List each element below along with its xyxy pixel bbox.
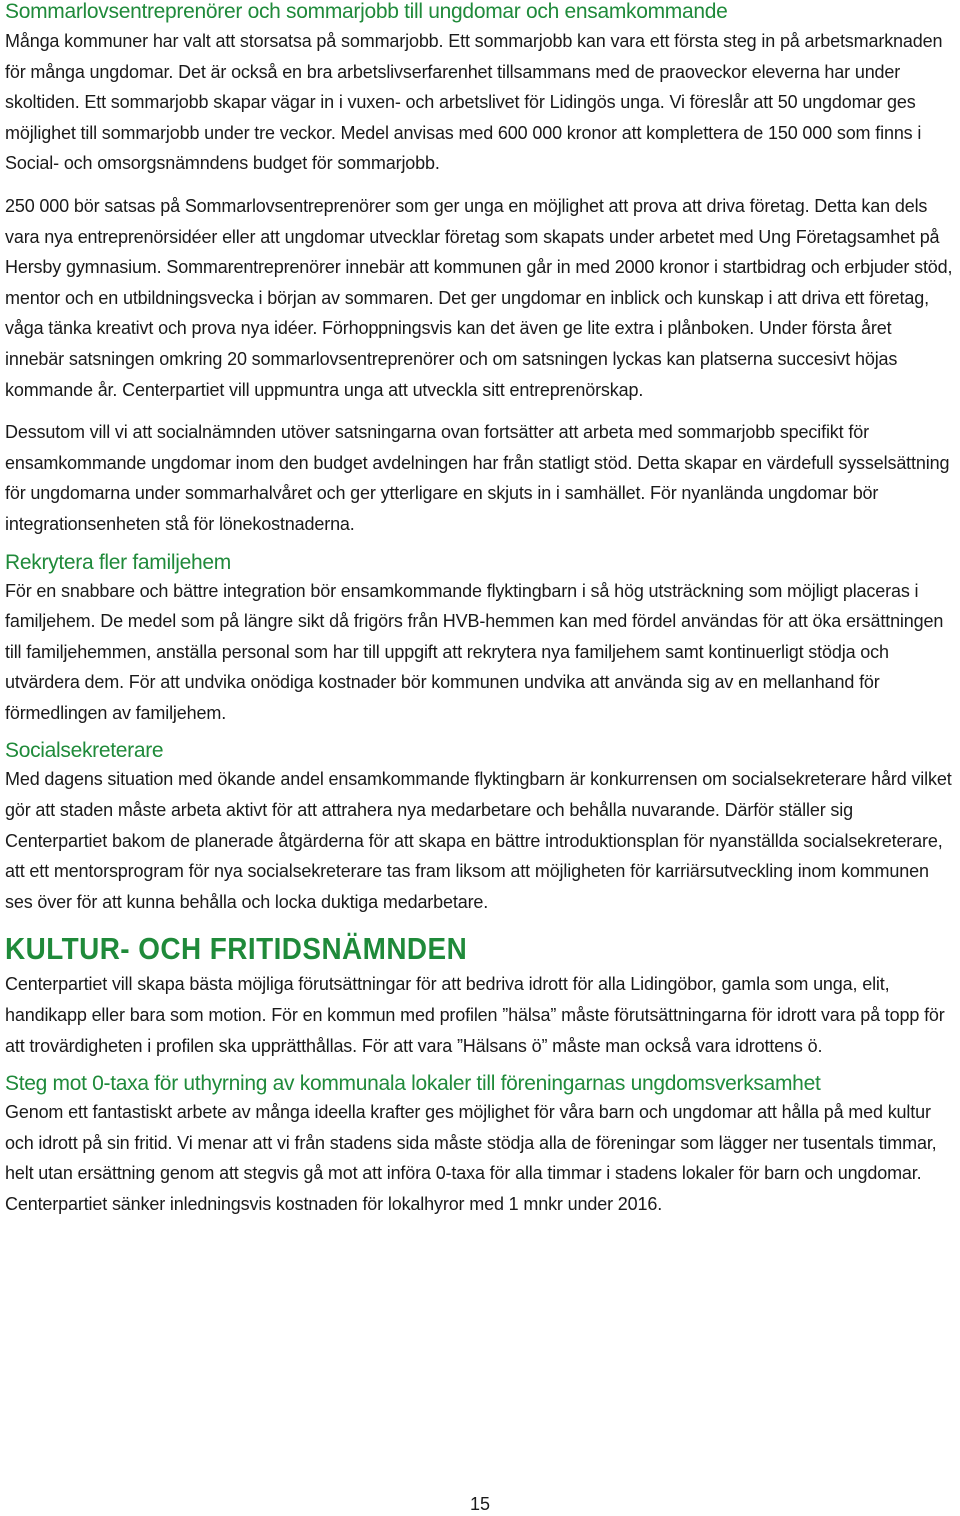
chapter-heading-kultur-fritid: KULTUR- OCH FRITIDSNÄMNDEN: [5, 931, 468, 967]
paragraph-sommarjobb-1: Många kommuner har valt att storsatsa på sommarjobb. Ett sommarjobb kan vara ett första steg in på arbetsmarknaden för många ungdomar. Det är också en bra arbetslivserfarenhet tillsammans med de praoveckor eleverna har under skoltiden. Ett sommarjobb skapar vägar in i vuxen- och arbetslivet för Lidingös unga. Vi föreslår att 50 ungdomar ges möjlighet till sommarjobb under tre veckor. Medel anvisas med 600 000 kronor att komplettera de 150 000 som finns i Social- och omsorgsnämndens budget för sommarjobb.: [5, 31, 943, 174]
document-page: [5, 0, 955, 1220]
page-number: 15: [469, 1494, 491, 1514]
paragraph-familjehem: För en snabbare och bättre integration bör ensamkommande flyktingbarn i så hög utsträckning som möjligt placeras i familjehem. De medel som på längre sikt då frigörs från HVB-hemmen kan med fördel användas för att öka ersättningen till familjehemmen, anställa personal som har till uppgift att rekrytera nya familjehem samt kontinuerligt stödja och utvärdera dem. För att undvika onödiga kostnader bör kommunen undvika att använda sig av en mellanhand för förmedlingen av familjehem.: [5, 580, 944, 723]
paragraph-kultur-fritid: Centerpartiet vill skapa bästa möjliga förutsättningar för att bedriva idrott för alla Lidingöbor, gamla som unga, elit, handikapp eller bara som motion. För en kommun med profilen ”hälsa” måste förutsättningarna för idrott vara på topp för att trovärdigheten i profilen ska upprätthållas. För att vara ”Hälsans ö” måste man också vara idrottens ö.: [5, 974, 945, 1056]
paragraph-socialsekreterare: Med dagens situation med ökande andel ensamkommande flyktingbarn är konkurrensen om socialsekreterare hård vilket gör att staden måste arbeta aktivt för att attrahera nya medarbetare och behålla nuvarande. Därför ställer sig Centerpartiet bakom de planerade åtgärderna för att skapa en bättre introduktionsplan för nyanställda socialsekreterare, att ett mentorsprogram för nya socialsekreterare tas fram liksom att möjligheten för karriärsutveckling inom kommunen ses över för att kunna behålla och locka duktiga medarbetare.: [5, 769, 952, 912]
paragraph-0-taxa: Genom ett fantastiskt arbete av många ideella krafter ges möjlighet för våra barn och ungdomar att hålla på med kultur och idrott på sin fritid. Vi menar att vi från stadens sida måste stödja alla de föreningar som lägger ner tusentals timmar, helt utan ersättning genom att stegvis gå mot att införa 0-taxa för alla timmar i stadens lokaler för barn och ungdomar. Centerpartiet sänker inledningsvis kostnaden för lokalhyror med 1 mnkr under 2016.: [5, 1102, 937, 1214]
section-heading-familjehem: Rekrytera fler familjehem: [5, 550, 231, 574]
section-heading-0-taxa: Steg mot 0-taxa för uthyrning av kommunala lokaler till föreningarnas ungdomsverksamhet: [5, 1072, 821, 1096]
paragraph-sommarjobb-3: Dessutom vill vi att socialnämnden utöver satsningarna ovan fortsätter att arbeta med sommarjobb specifikt för ensamkommande ungdomar inom den budget avdelningen har från statligt stöd. Detta skapar en värdefull sysselsättning för ungdomarna under sommarhalvåret och ger ytterligare en skjuts in i samhället. För nyanlända ungdomar bör integrationsenheten stå för lönekostnaderna.: [5, 422, 950, 534]
section-heading-sommarjobb: Sommarlovsentreprenörer och sommarjobb till ungdomar och ensamkommande: [5, 0, 728, 23]
paragraph-sommarjobb-2: 250 000 bör satsas på Sommarlovsentreprenörer som ger unga en möjlighet att prova att driva företag. Detta kan dels vara nya entreprenörsidéer eller att ungdomar utvecklar företag som skapats under arbetet med Ung Företagsamhet på Hersby gymnasium. Sommarentreprenörer innebär att kommunen går in med 2000 kronor i startbidrag och erbjuder stöd, mentor och en utbildningsvecka i början av sommaren. Det ger ungdomar en inblick och kunskap i att driva ett företag, våga tänka kreativt och prova nya idéer. Förhoppningsvis kan det även ge lite extra i plånboken. Under första året innebär satsningen omkring 20 sommarlovsentreprenörer och om satsningen lyckas kan platserna succesivt höjas kommande år. Centerpartiet vill uppmuntra unga att utveckla sitt entreprenörskap.: [5, 195, 953, 400]
section-heading-socialsekreterare: Socialsekreterare: [5, 739, 164, 763]
